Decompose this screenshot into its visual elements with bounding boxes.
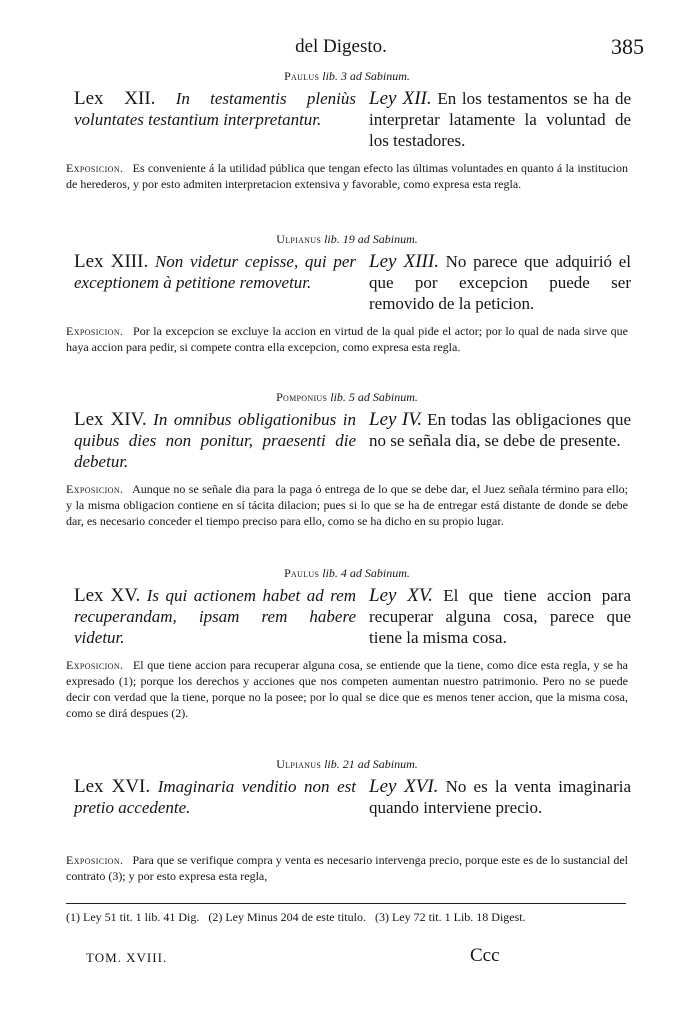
latin-column (74, 776, 356, 818)
source-reference: lib. 21 ad Sabinum. (324, 757, 418, 771)
spanish-label: Ley XII. (369, 88, 432, 109)
exposition (66, 323, 628, 355)
spanish-column (369, 251, 631, 314)
exposition-label: Exposicion. (66, 161, 124, 175)
spanish-text: No es la venta imaginaria quando interviene precio. (369, 777, 632, 817)
latin-label: Lex XVI. (74, 776, 151, 797)
spanish-column (369, 585, 631, 648)
spanish-label: Ley XV. (369, 585, 433, 606)
spanish-text: En los testamentos se ha de interpretar latamente la voluntad de los testadores. (369, 89, 631, 150)
spanish-column (369, 409, 631, 451)
jurist-attribution (66, 231, 628, 247)
spanish-label: Ley IV. (369, 409, 423, 430)
exposition-label: Exposicion. (66, 324, 124, 338)
jurist-attribution (66, 68, 628, 84)
latin-column (74, 585, 356, 648)
exposition-text: Para que se verifique compra y venta es necesario intervenga precio, porque este es de lo sustancial del contrato (3); y por esto expresa esta regla, (66, 853, 628, 883)
latin-column (74, 251, 356, 293)
page-number: 385 (611, 34, 644, 59)
law-section-15 (66, 565, 631, 721)
spanish-text: En todas las obligaciones que no se señala dia, se debe de presente. (369, 410, 631, 450)
jurist-attribution (66, 565, 628, 581)
parallel-text (66, 409, 631, 475)
law-section-13 (66, 231, 631, 355)
law-section-14 (66, 389, 631, 529)
exposition-text: El que tiene accion para recuperar alguna cosa, se entiende que la tiene, como dice esta regla, y se ha expresado (1); porque los derechos y acciones que nos competen aumentan nuestro patrimonio. Pero no se puede decir con verdad que la tiene, porque no la posee; por lo qual se dice que es menos tener accion, que la misma cosa, como se dirá despues (2). (66, 658, 628, 720)
latin-column (74, 409, 356, 472)
jurist-name: Ulpianus (276, 757, 322, 771)
parallel-text (66, 88, 631, 154)
exposition-label: Exposicion. (66, 482, 124, 496)
exposition (66, 657, 628, 721)
spanish-label: Ley XIII. (369, 251, 439, 272)
exposition (66, 160, 628, 192)
source-reference: lib. 4 ad Sabinum. (322, 566, 410, 580)
exposition (66, 481, 628, 529)
source-reference: lib. 3 ad Sabinum. (322, 69, 410, 83)
exposition (66, 852, 628, 884)
exposition-text: Es conveniente á la utilidad pública que tengan efecto las últimas voluntades en quanto á la institucion de herederos, y por esto admiten interpretacion extensiva y favorable, como expresa esta regla. (66, 161, 629, 191)
law-section-12 (66, 68, 631, 192)
latin-text: In testamentis pleniùs voluntates testantium interpretantur. (74, 89, 356, 129)
footnote-2: (2) Ley Minus 204 de este titulo. (208, 910, 366, 924)
exposition-label: Exposicion. (66, 658, 124, 672)
latin-text: In omnibus obligationibus in quibus dies non ponitur, praesenti die debetur. (74, 410, 356, 471)
latin-label: Lex XIII. (74, 251, 149, 272)
footnote-3: (3) Ley 72 tit. 1 Lib. 18 Digest. (374, 910, 526, 924)
exposition-text: Aunque no se señale dia para la paga ó entrega de lo que se debe dar, el Juez señala término para ello; y la misma obligacion contiene en sí tácita dilacion; pues si lo que se ha de entregar está distante de donde se debe dar, es necesario conceder el tiempo preciso para ello, como se ha dicho en su propio lugar. (66, 482, 628, 528)
jurist-name: Ulpianus (276, 232, 322, 246)
exposition-text: Por la excepcion se excluye la accion en virtud de la qual pide el actor; por lo qual de nada sirve que haya accion para pedir, si compete contra ella excepcion, como expresa esta regla. (66, 324, 629, 354)
running-header (0, 34, 682, 64)
source-reference: lib. 5 ad Sabinum. (330, 390, 418, 404)
latin-text: Non videtur cepisse, qui per exceptionem à petitione removetur. (74, 252, 357, 292)
latin-column (74, 88, 356, 130)
parallel-text (66, 251, 631, 317)
latin-label: Lex XV. (74, 585, 141, 606)
gathering-signature: Ccc (470, 945, 500, 966)
latin-text: Imaginaria venditio non est pretio accedente. (74, 777, 357, 817)
latin-text: Is qui actionem habet ad rem recuperandam, ipsam rem habere videtur. (74, 586, 357, 647)
jurist-name: Paulus (284, 566, 320, 580)
spanish-text: No parece que adquirió el que por excepcion puede ser removido de la peticion. (369, 252, 631, 313)
jurist-attribution (66, 756, 628, 772)
law-section-16 (66, 756, 632, 884)
footnotes (66, 908, 626, 926)
jurist-name: Pomponius (276, 390, 328, 404)
footnote-1: (1) Ley 51 tit. 1 lib. 41 Dig. (66, 910, 200, 924)
footnote-rule (66, 903, 626, 904)
source-reference: lib. 19 ad Sabinum. (324, 232, 418, 246)
parallel-text (66, 776, 632, 846)
parallel-text (66, 585, 631, 651)
latin-label: Lex XII. (74, 88, 156, 109)
exposition-label: Exposicion. (66, 853, 124, 867)
latin-label: Lex XIV. (74, 409, 147, 430)
volume-signature: TOM. XVIII. (86, 950, 168, 965)
jurist-attribution (66, 389, 628, 405)
spanish-label: Ley XVI. (369, 776, 439, 797)
spanish-column (369, 88, 631, 151)
jurist-name: Paulus (284, 69, 320, 83)
spanish-column (369, 776, 631, 818)
running-title: del Digesto. (295, 36, 387, 57)
spanish-text: El que tiene accion para recuperar alguna cosa, parece que tiene la misma cosa. (369, 586, 631, 647)
